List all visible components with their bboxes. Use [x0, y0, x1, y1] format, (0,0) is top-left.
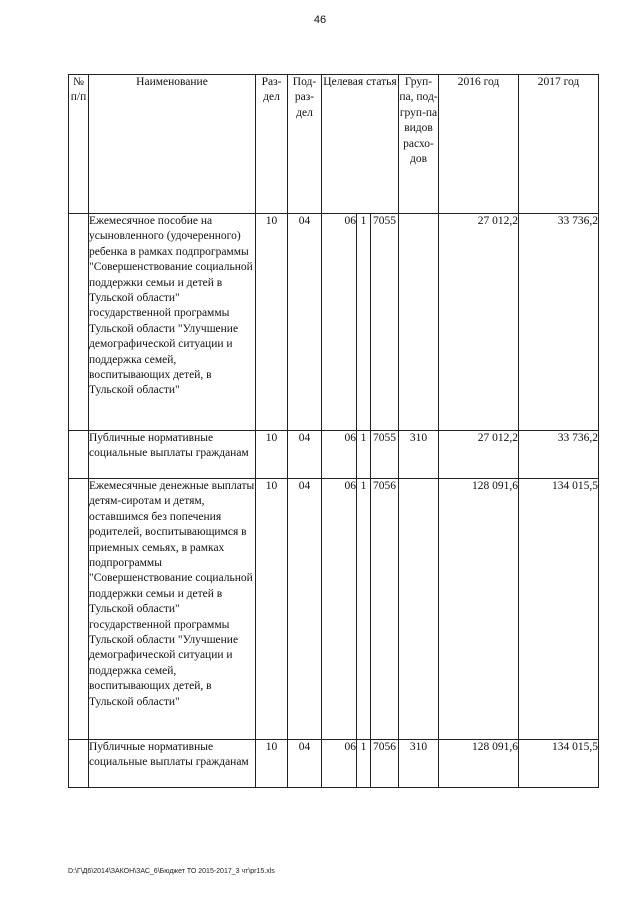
row-section: 10	[256, 740, 288, 788]
col-header-subsection: Под-раз-дел	[288, 75, 322, 214]
row-target-program: 06	[322, 740, 357, 788]
row-amount-2017: 134 015,5	[519, 740, 599, 788]
row-num	[69, 214, 89, 431]
row-subsection: 04	[288, 740, 322, 788]
row-section: 10	[256, 431, 288, 479]
col-header-2017: 2017 год	[519, 75, 599, 214]
row-num	[69, 479, 89, 740]
row-section: 10	[256, 214, 288, 431]
row-group: 310	[399, 740, 439, 788]
col-header-name: Наименование	[89, 75, 256, 214]
table-row	[69, 431, 599, 479]
row-target-subprogram: 1	[357, 740, 371, 788]
col-header-num: № п/п	[69, 75, 89, 214]
row-target-program: 06	[322, 431, 357, 479]
footer-file-path: D:\Г\Д6\2014\ЗАКОН\ЗАС_6\Бюджет ТО 2015-2017_3 чт\pr15.xls	[68, 868, 275, 875]
row-amount-2016: 27 012,2	[439, 431, 519, 479]
budget-table	[68, 74, 599, 788]
row-num	[69, 431, 89, 479]
row-target-subprogram: 1	[357, 431, 371, 479]
row-target-code: 7055	[371, 431, 399, 479]
row-amount-2017: 134 015,5	[519, 479, 599, 740]
row-subsection: 04	[288, 214, 322, 431]
row-amount-2017: 33 736,2	[519, 214, 599, 431]
col-header-2016: 2016 год	[439, 75, 519, 214]
row-amount-2017: 33 736,2	[519, 431, 599, 479]
row-name: Ежемесячное пособие на усыновленного (удочеренного) ребенка в рамках подпрограммы "Совершенствование социальной поддержки семьи и детей в Тульской области" государственной программы Тульской области "Улучшение демографической ситуации и поддержка семей, воспитывающих детей, в Тульской области"	[89, 214, 256, 431]
table-row	[69, 740, 599, 788]
row-target-subprogram: 1	[357, 479, 371, 740]
row-subsection: 04	[288, 431, 322, 479]
row-target-program: 06	[322, 214, 357, 431]
row-target-subprogram: 1	[357, 214, 371, 431]
row-num	[69, 740, 89, 788]
row-amount-2016: 128 091,6	[439, 740, 519, 788]
row-amount-2016: 27 012,2	[439, 214, 519, 431]
header-row	[69, 75, 599, 214]
col-header-target: Целевая статья	[322, 75, 399, 214]
row-target-code: 7055	[371, 214, 399, 431]
row-name: Публичные нормативные социальные выплаты гражданам	[89, 431, 256, 479]
row-subsection: 04	[288, 479, 322, 740]
col-header-section: Раз-дел	[256, 75, 288, 214]
row-target-program: 06	[322, 479, 357, 740]
row-group: 310	[399, 431, 439, 479]
row-name: Ежемесячные денежные выплаты детям-сиротам и детям, оставшимся без попечения родителей, воспитывающимся в приемных семьях, в рамках подпрограммы "Совершенствование социальной поддержки семьи и детей в Тульской области" государственной программы Тульской области "Улучшение демографической ситуации и поддержка семей, воспитывающих детей, в Тульской области"	[89, 479, 256, 740]
row-section: 10	[256, 479, 288, 740]
row-target-code: 7056	[371, 740, 399, 788]
row-name: Публичные нормативные социальные выплаты гражданам	[89, 740, 256, 788]
row-target-code: 7056	[371, 479, 399, 740]
row-group	[399, 479, 439, 740]
col-header-group: Груп-па, под-груп-па видов расхо-дов	[399, 75, 439, 214]
table-row	[69, 214, 599, 431]
page-number: 46	[313, 14, 327, 26]
row-group	[399, 214, 439, 431]
row-amount-2016: 128 091,6	[439, 479, 519, 740]
table-row	[69, 479, 599, 740]
